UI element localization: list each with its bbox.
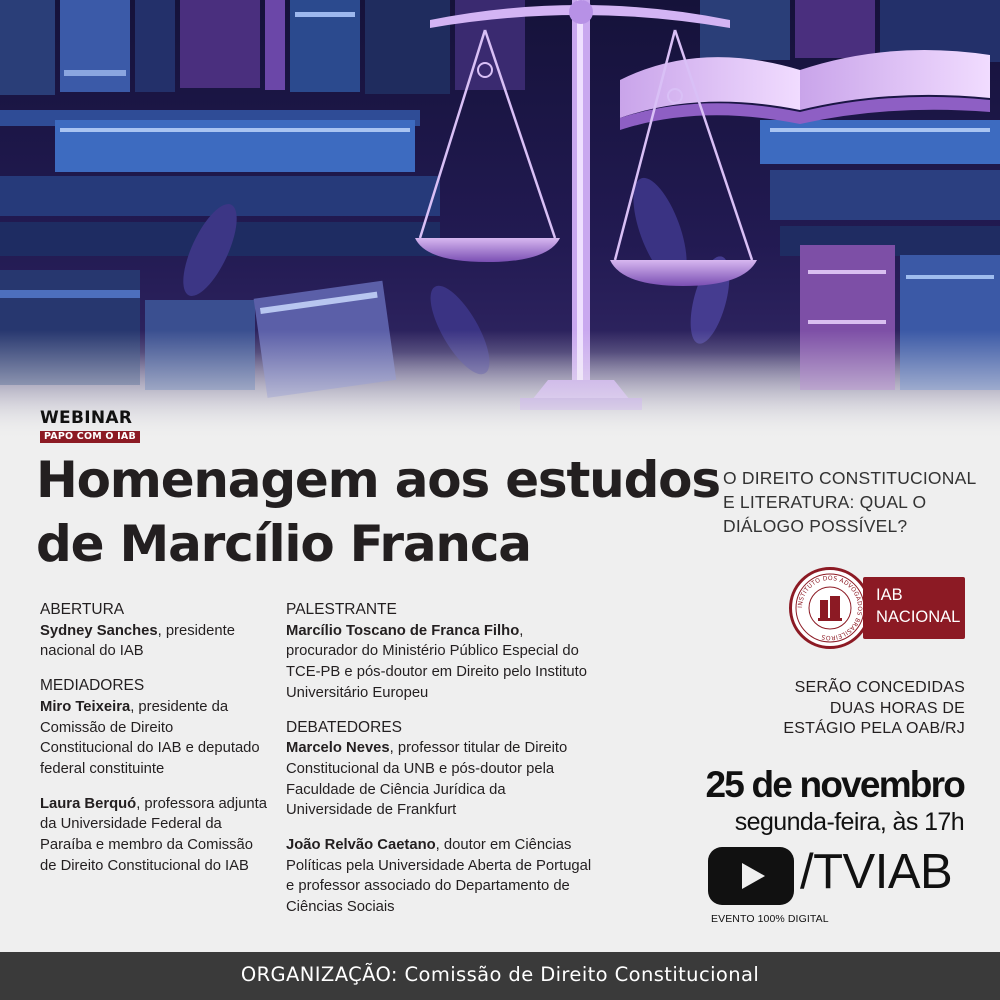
speaker-desc: , procurador do Ministério Público Especial do TCE-PB e pós-doutor em Direito pelo Instituto Universitário Europeu (286, 622, 588, 701)
channel-handle[interactable]: /TVIAB (800, 845, 953, 899)
iab-logo (789, 567, 965, 649)
opening-desc: , presidente nacional do IAB (40, 622, 235, 660)
debater-desc: , doutor em Ciências Políticas pela Universidade Aberta de Portugal e professor associado do Departamento de Ciências Sociais (286, 837, 592, 916)
iab-nacional-box (863, 577, 965, 639)
moderator-name: Laura Berquó (40, 795, 137, 812)
justice-scale-books-illustration (0, 0, 1000, 440)
moderator-name: Miro Teixeira (40, 698, 131, 715)
theme-question: O DIREITO CONSTITUCIONAL E LITERATURA: QUAL O DIÁLOGO POSSÍVEL? (723, 468, 976, 536)
moderator-desc: , presidente da Comissão de Direito Constitucional do IAB e deputado federal constituinte (40, 698, 260, 777)
debater-desc: , professor titular de Direito Constitucional da UNB e pós-doutor pela Faculdade de Ciência Jurídica da Universidade de Frankfurt (286, 740, 568, 819)
title-line-1: Homenagem aos estudos (36, 451, 720, 509)
svg-text:INSTITUTO DOS ADVOGADOS BRASIL: INSTITUTO DOS ADVOGADOS BRASILEIROS (796, 574, 864, 642)
event-time: segunda-feira, às 17h (734, 808, 964, 836)
debater-name: João Relvão Caetano (286, 837, 436, 854)
moderators-label: MEDIADORES (40, 677, 145, 695)
speaker-section (286, 600, 596, 704)
youtube-play-icon (708, 847, 794, 905)
digital-event-note: EVENTO 100% DIGITAL (711, 913, 829, 925)
title-line-2: de Marcílio Franca (36, 515, 531, 573)
opening-label: ABERTURA (40, 601, 125, 618)
page-title (36, 448, 720, 576)
middle-column (286, 600, 596, 932)
webinar-label: WEBINAR (40, 408, 133, 428)
moderator-block (40, 794, 270, 877)
youtube-icon[interactable] (708, 847, 794, 905)
internship-hours-note: SERÃO CONCEDIDAS DUAS HORAS DE ESTÁGIO PELA OAB/RJ (783, 679, 965, 737)
speaker-name: Marcílio Toscano de Franca Filho (286, 622, 520, 639)
moderator-desc: , professora adjunta da Universidade Federal da Paraíba e membro da Comissão de Direito Constitucional do IAB (40, 795, 267, 874)
seal-emblem-icon (792, 570, 868, 646)
webinar-badge (40, 410, 140, 443)
speaker-label: PALESTRANTE (286, 601, 397, 618)
hero-illustration (0, 0, 1000, 440)
iab-logo-line-2: NACIONAL (876, 608, 961, 626)
series-label: PAPO COM O IAB (40, 431, 140, 443)
debaters-label: DEBATEDORES (286, 718, 402, 736)
debaters-section (286, 718, 596, 822)
moderators-section (40, 676, 270, 780)
iab-logo-line-1: IAB (876, 586, 903, 604)
debater-block (286, 835, 596, 918)
opening-name: Sydney Sanches (40, 622, 158, 639)
iab-seal-icon (789, 567, 871, 649)
organization-footer: ORGANIZAÇÃO: Comissão de Direito Constitucional (0, 952, 1000, 1000)
debater-name: Marcelo Neves (286, 740, 390, 757)
event-date: 25 de novembro (705, 764, 964, 805)
opening-section (40, 600, 270, 662)
left-column (40, 600, 270, 890)
